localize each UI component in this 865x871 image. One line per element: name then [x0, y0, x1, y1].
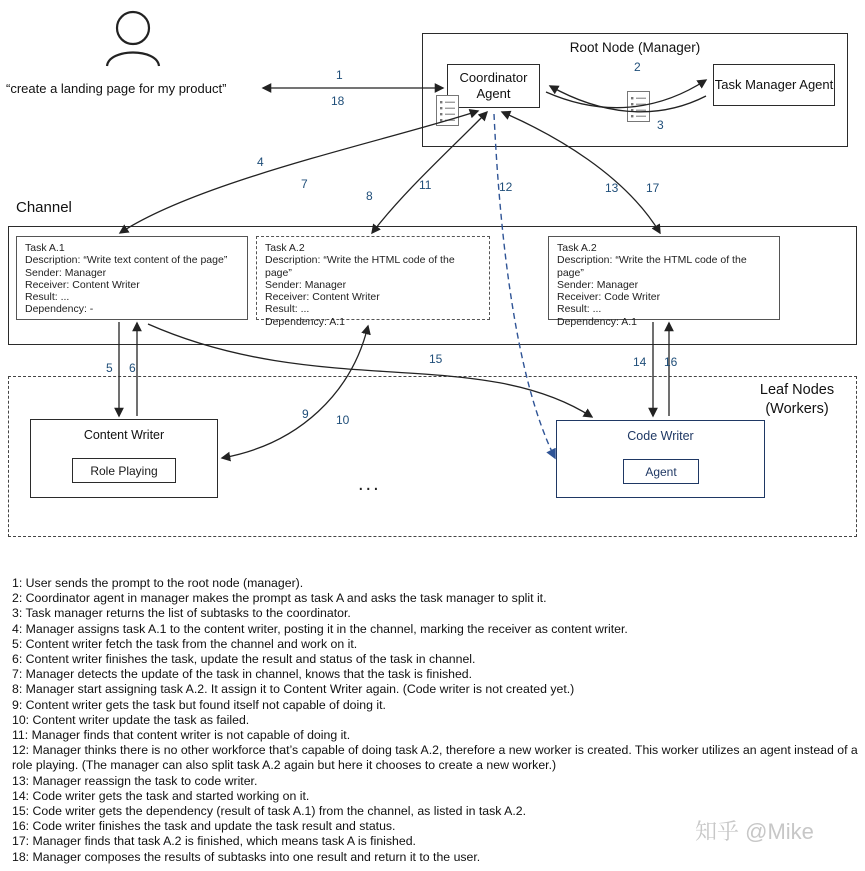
task-sender: Sender: Manager: [557, 278, 639, 291]
subtask-list-document-icon: [627, 91, 650, 122]
task-receiver: Receiver: Content Writer: [265, 291, 380, 304]
content-writer-box: [30, 419, 218, 498]
arrow-label-13: 13: [605, 181, 619, 195]
channel-title: Channel: [16, 199, 72, 216]
arrow-label-11: 11: [419, 178, 432, 192]
arrow-label-2: 2: [634, 60, 641, 74]
code-writer-box: [556, 420, 765, 498]
arrow-label-5: 5: [106, 361, 113, 375]
legend-line: 12: Manager thinks there is no other workforce that’s capable of doing task A.2, therefore a new worker is created. This worker utilizes an agent instead of a role playing. (The manager can also split task A.2 again but here it chooses to create a new worker.): [12, 743, 858, 773]
legend-line: 13: Manager reassign the task to code writer.: [12, 773, 258, 788]
task-result: Result: ...: [265, 303, 310, 316]
role-playing-box: Role Playing: [72, 458, 176, 483]
legend-line: 15: Code writer gets the dependency (result of task A.1) from the channel, as listed in task A.2.: [12, 804, 527, 819]
task-result: Result: ...: [557, 303, 602, 316]
workers-ellipsis: ...: [358, 473, 381, 495]
arrow-label-7: 7: [301, 177, 308, 191]
legend-line: 8: Manager start assigning task A.2. It assign it to Content Writer again. (Code writer is not created yet.): [12, 682, 575, 697]
legend-line: 9: Content writer gets the task but found itself not capable of doing it.: [12, 697, 386, 712]
task-name: Task A.2: [265, 242, 305, 254]
task-name: Task A.1: [25, 242, 65, 254]
task-card-a2-code-writer: [548, 236, 780, 328]
legend-line: 16: Code writer finishes the task and update the task result and status.: [12, 819, 396, 834]
legend-line: 7: Manager detects the update of the task in channel, knows that the task is finished.: [12, 667, 473, 682]
legend-line: 4: Manager assigns task A.1 to the content writer, posting it in the channel, marking the receiver as content writer.: [12, 621, 628, 636]
task-description: Description: “Write the HTML code of the page”: [557, 254, 747, 279]
arrow-label-16: 16: [664, 355, 678, 369]
legend-line: 10: Content writer update the task as failed.: [12, 712, 250, 727]
arrow-label-6: 6: [129, 361, 136, 375]
coordinator-agent-box: Coordinator Agent: [447, 64, 540, 108]
watermark: 知乎 @Mike: [695, 819, 814, 844]
root-node-title: Root Node (Manager): [569, 40, 701, 55]
arrow-label-17: 17: [646, 181, 660, 195]
task-receiver: Receiver: Content Writer: [25, 278, 140, 291]
user-icon: [100, 6, 166, 68]
arrow-label-14: 14: [633, 355, 647, 369]
legend-line: 1: User sends the prompt to the root node (manager).: [12, 576, 304, 590]
task-manager-agent-box: Task Manager Agent: [713, 64, 835, 106]
leaf-nodes-title: Leaf Nodes (Workers): [759, 382, 835, 417]
task-dependency: Dependency: -: [25, 303, 94, 316]
legend-line: 14: Code writer gets the task and started working on it.: [12, 788, 310, 803]
task-sender: Sender: Manager: [25, 266, 107, 279]
content-writer-title: Content Writer: [83, 428, 165, 442]
legend-line: 11: Manager finds that content writer is not capable of doing it.: [12, 728, 351, 743]
code-writer-title: Code Writer: [627, 429, 694, 443]
task-card-a1: [16, 236, 248, 320]
task-list-document-icon: [436, 95, 459, 126]
arrow-label-4: 4: [257, 155, 264, 169]
user-prompt-text: “create a landing page for my product”: [6, 81, 227, 96]
task-result: Result: ...: [25, 291, 70, 304]
task-description: Description: “Write the HTML code of the page”: [265, 254, 455, 279]
arrow-label-12: 12: [499, 180, 513, 194]
arrow-label-1: 1: [336, 68, 343, 82]
task-card-a2-content-writer: [256, 236, 490, 328]
arrow-label-15: 15: [429, 352, 443, 366]
legend-line: 6: Content writer finishes the task, update the result and status of the task in channel.: [12, 652, 476, 667]
task-receiver: Receiver: Code Writer: [557, 291, 661, 304]
task-dependency: Dependency: A.1: [265, 315, 345, 328]
arrow-label-18: 18: [331, 94, 345, 108]
arrow-label-8: 8: [366, 189, 373, 203]
arrow-label-3: 3: [657, 118, 664, 132]
task-name: Task A.2: [557, 242, 597, 254]
legend-line: 17: Manager finds that task A.2 is finished, which means task A is finished.: [12, 834, 416, 849]
task-description: Description: “Write text content of the page”: [25, 254, 228, 267]
task-dependency: Dependency: A.1: [557, 315, 637, 328]
legend-line: 2: Coordinator agent in manager makes the prompt as task A and asks the task manager to split it.: [12, 591, 547, 606]
task-sender: Sender: Manager: [265, 278, 347, 291]
arrow-label-9: 9: [302, 407, 309, 421]
legend-line: 5: Content writer fetch the task from the channel and work on it.: [12, 636, 358, 651]
legend-line: 18: Manager composes the results of subtasks into one result and return it to the user.: [12, 849, 481, 864]
legend-line: 3: Task manager returns the list of subtasks to the coordinator.: [12, 606, 351, 621]
agent-box: Agent: [623, 459, 699, 484]
arrow-label-10: 10: [336, 413, 350, 427]
